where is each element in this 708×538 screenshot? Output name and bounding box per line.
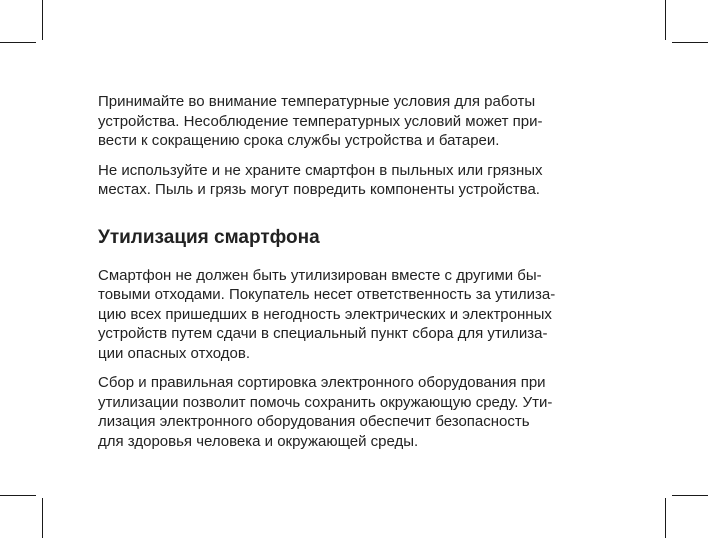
intro-paragraph-dust: Не используйте и не храните смартфон в пыльных или грязных местах. Пыль и грязь могут повредить компоненты устройства. xyxy=(98,161,543,198)
document-content xyxy=(98,92,580,461)
crop-mark-bottom-left-vertical xyxy=(42,498,43,538)
crop-mark-bottom-left-horizontal xyxy=(0,495,36,496)
crop-mark-bottom-right-vertical xyxy=(665,498,666,538)
intro-paragraph-temperature: Принимайте во внимание температурные условия для работы устройства. Несоблюдение температурных условий может при- вести к сокращению срока службы устройства и батареи. xyxy=(98,93,543,149)
crop-mark-top-left-horizontal xyxy=(0,42,36,43)
disposal-paragraph-collection: Сбор и правильная сортировка электронного оборудования при утилизации позволит помочь сохранить окружающую среду. Ути- лизация электронного оборудования обеспечит безопасность для здоровья человека и окружающей среды. xyxy=(98,374,553,450)
crop-mark-bottom-right-horizontal xyxy=(672,495,708,496)
disposal-paragraph-responsibility: Смартфон не должен быть утилизирован вместе с другими бы- товыми отходами. Покупатель несет ответственность за утилиза- цию всех пришедших в негодность электрических и электронных устройств путем сдачи в специальный пункт сбора для утилиза- ции опасных отходов. xyxy=(98,266,556,362)
crop-mark-top-left-vertical xyxy=(42,0,43,40)
crop-mark-top-right-horizontal xyxy=(672,42,708,43)
section-heading-disposal: Утилизация смартфона xyxy=(98,226,320,248)
crop-mark-top-right-vertical xyxy=(665,0,666,40)
